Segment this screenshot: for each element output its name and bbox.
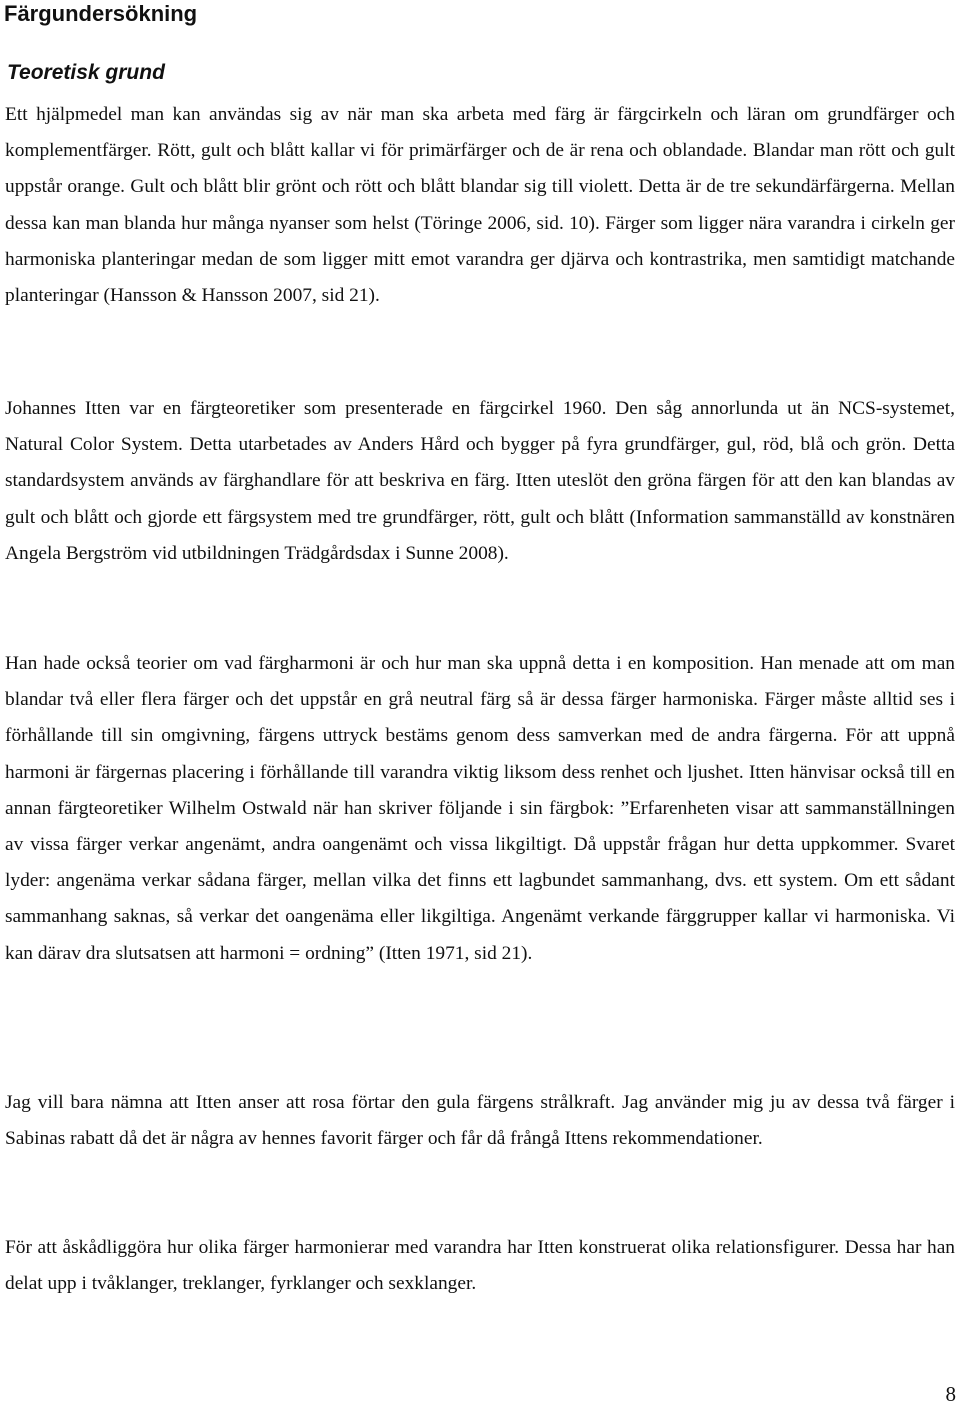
page-number: 8 [945,1382,956,1406]
paragraph-color-harmony: Han hade också teorier om vad färgharmoni är och hur man ska uppnå detta i en komposition. Han menade att om man blandar två eller flera färger och det uppstår en grå neutral färg så är dessa färger harmoniska. Färger måste alltid ses i förhållande till sin omgivning, färgens uttryck bestäms genom dess samverkan med de andra färgerna. För att uppnå harmoni är färgernas placering i förhållande till varandra viktig liksom dess renhet och ljushet. Itten hänvisar också till en annan färgteoretiker Wilhelm Ostwald när han skriver följande i sin färgbok: ”Erfarenheten visar att sammanställningen av vissa färger verkar angenämt, andra oangenämt och vissa likgiltigt. Då uppstår frågan hur detta uppkommer. Svaret lyder: angenäma verkar sådana färger, mellan vilka det finns ett lagbundet sammanhang, dvs. ett system. Om ett sådant sammanhang saknas, så verkar det oangenäma eller likgiltiga. Angenämt verkande färggrupper kallar vi harmoniska. Vi kan därav dra slutsatsen att harmoni = ordning” (Itten 1971, sid 21). [5,653,955,964]
paragraph-color-wheel: Ett hjälpmedel man kan användas sig av när man ska arbeta med färg är färgcirkeln och läran om grundfärger och komplementfärger. Rött, gult och blått kallar vi för primärfärger och de är rena och oblandade. Blandar man rött och gult uppstår orange. Gult och blått blir grönt och rött och blått blandar sig till violett. Detta är de tre sekundärfärgerna. Mellan dessa kan man blanda hur många nyanser som helst (Töringe 2006, sid. 10). Färger som ligger nära varandra i cirkeln ger harmoniska planteringar medan de som ligger mitt emot varandra ger djärva och kontrastrika, men samtidigt matchande planteringar (Hansson & Hansson 2007, sid 21). [5,104,955,307]
paragraph-relation-figures: För att åskådliggöra hur olika färger harmonierar med varandra har Itten konstruerat olika relationsfigurer. Dessa har han delat upp i tvåklanger, treklanger, fyrklanger och sexklanger. [5,1237,955,1295]
paragraph-itten-ncs: Johannes Itten var en färgteoretiker som presenterade en färgcirkel 1960. Den såg annorlunda ut än NCS-systemet, Natural Color System. Detta utarbetades av Anders Hård och bygger på fyra grundfärger, gul, röd, blå och grön. Detta standardsystem används av färghandlare för att beskriva en färg. Itten uteslöt den gröna färgen för att den kan blandas av gult och blått och gjorde ett färgsystem med tre grundfärger, rött, gult och blått (Information sammanställd av konstnären Angela Bergström vid utbildningen Trädgårdsdax i Sunne 2008). [5,398,955,564]
section-subheading: Teoretisk grund [7,61,165,84]
paragraph-pink-yellow: Jag vill bara nämna att Itten anser att rosa förtar den gula färgens strålkraft. Jag använder mig ju av dessa två färger i Sabinas rabatt då det är några av hennes favorit färger och får då frångå Ittens rekommendationer. [5,1092,955,1150]
page-heading: Färgundersökning [4,1,198,26]
